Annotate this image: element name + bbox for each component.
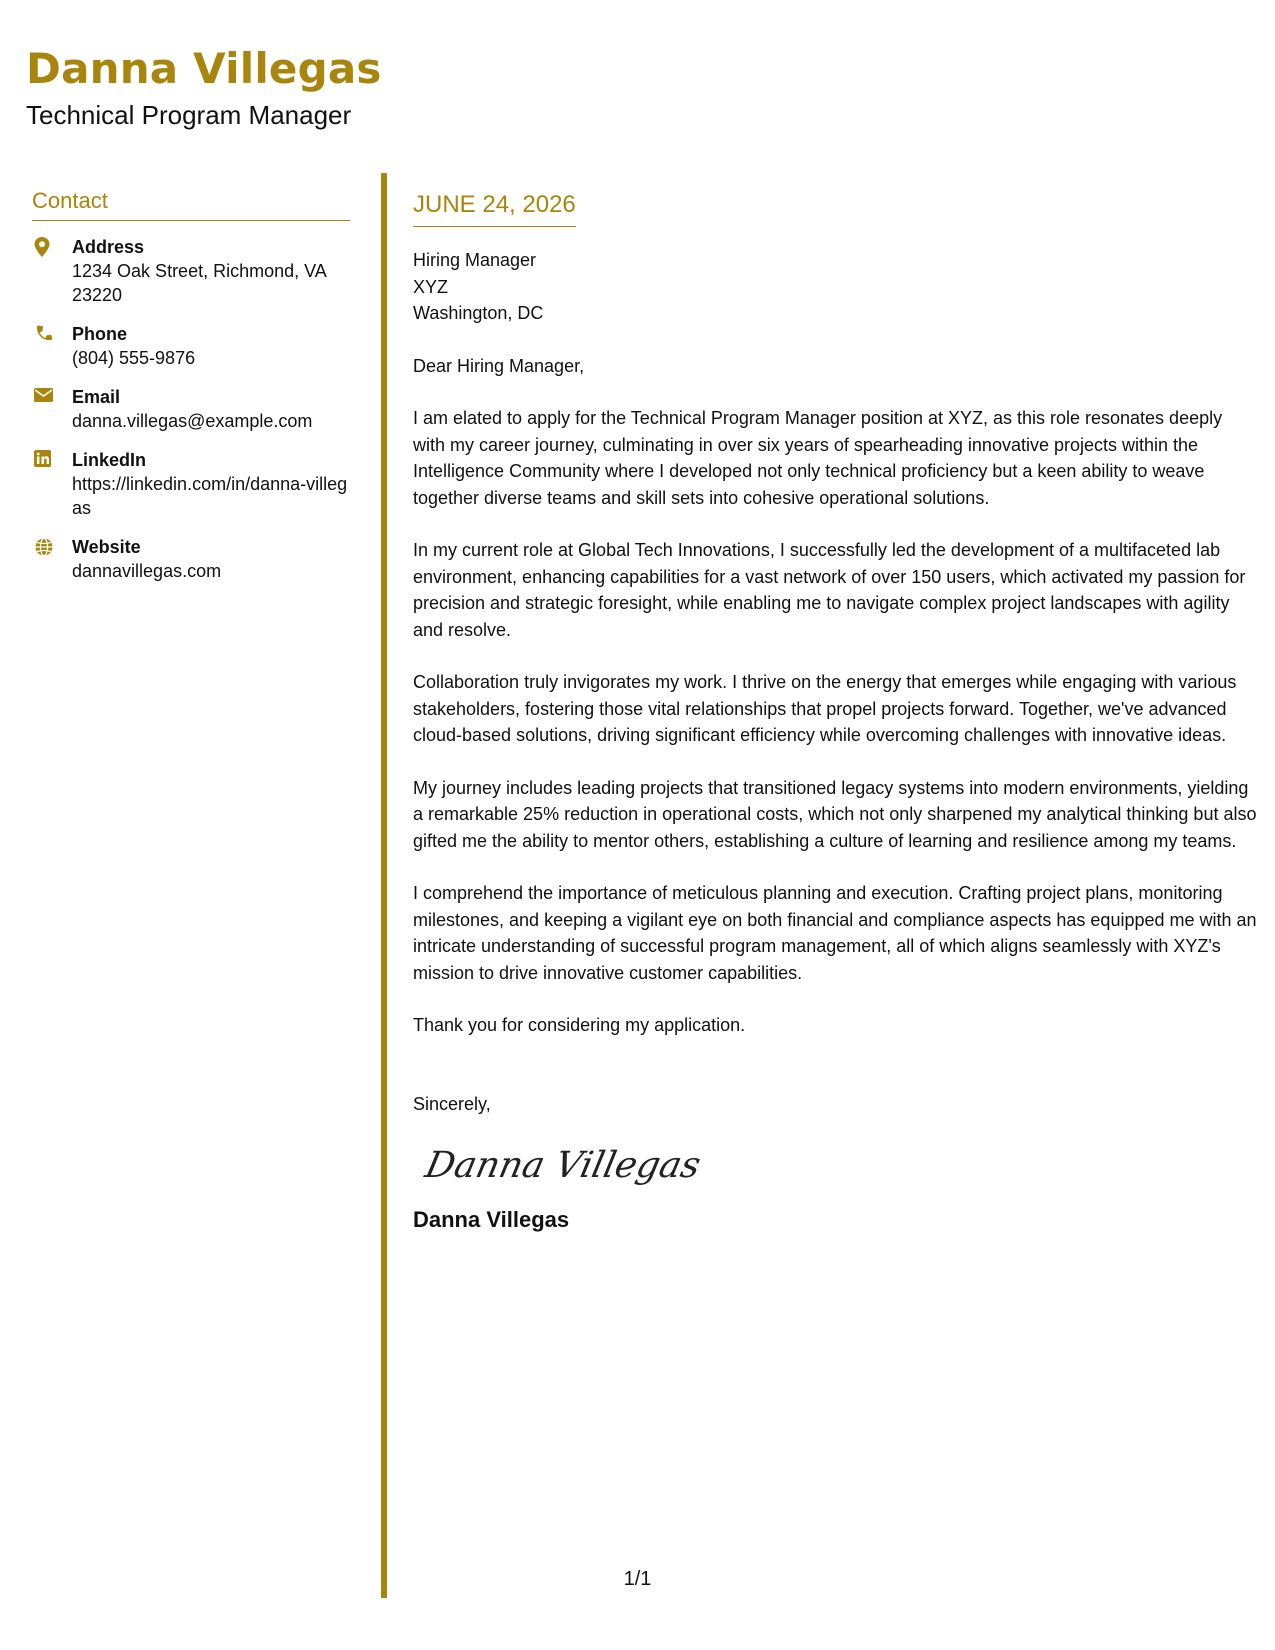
applicant-job-title: Technical Program Manager [26, 100, 352, 130]
vertical-divider [381, 173, 387, 1598]
contact-email [32, 385, 350, 433]
contact-website [32, 535, 350, 583]
contact-phone [32, 322, 350, 370]
contact-value: (804) 555-9876 [72, 348, 196, 368]
contact-address [32, 235, 350, 307]
letter-paragraph: My journey includes leading projects that transitioned legacy systems into modern environments, yielding a remarkable 25% reduction in operational costs, which not only sharpened my analytical thinking but also gifted me the ability to mentor others, establishing a culture of learning and resilience among my teams. [413, 777, 1257, 851]
letter-paragraph: In my current role at Global Tech Innovations, I successfully led the development of a multifaceted lab environment, enhancing capabilities for a vast network of over 150 users, which activated my passion for precision and strategic foresight, while enabling me to navigate complex project landscapes with agility and resolve. [413, 540, 1246, 640]
globe-icon [32, 535, 72, 583]
recipient-company: XYZ [413, 276, 449, 297]
contact-heading: Contact [32, 188, 350, 221]
recipient-location: Washington, DC [413, 303, 544, 323]
recipient-block [413, 247, 1258, 327]
page-number [0, 1568, 1275, 1591]
letter-date: JUNE 24, 2026 [413, 190, 576, 227]
contact-label: LinkedIn [72, 450, 147, 470]
linkedin-icon [32, 448, 72, 520]
letter-paragraph: Collaboration truly invigorates my work. I thrive on the energy that emerges while engaging with various stakeholders, fostering those vital relationships that propel projects forward. Together, we've advanced cloud-based solutions, driving significant efficiency while overcoming challenges with innovative ideas. [413, 672, 1237, 745]
contact-value[interactable]: dannavillegas.com [72, 561, 222, 581]
contact-value: 1234 Oak Street, Richmond, VA 23220 [72, 261, 326, 305]
letter-paragraph: Thank you for considering my application. [413, 1015, 746, 1035]
map-pin-icon [32, 235, 72, 307]
phone-icon [32, 322, 72, 370]
signer-name: Danna Villegas [413, 1207, 570, 1232]
contact-label: Email [72, 387, 121, 407]
svg-text:Danna Villegas: Danna Villegas [421, 1143, 705, 1186]
letter-paragraph: I comprehend the importance of meticulous planning and execution. Crafting project plans, monitoring milestones, and keeping a vigilant eye on both financial and compliance aspects has equipped me with an intricate understanding of successful program management, all of which aligns seamlessly with XYZ's mission to drive innovative customer capabilities. [413, 883, 1257, 983]
contact-sidebar [32, 188, 350, 598]
contact-linkedin [32, 448, 350, 520]
salutation: Dear Hiring Manager, [413, 355, 585, 376]
applicant-name: Danna Villegas [26, 44, 382, 93]
letter-body [413, 190, 1258, 1234]
letter-paragraph: I am elated to apply for the Technical Program Manager position at XYZ, as this role resonates deeply with my career journey, culminating in over six years of spearheading innovative projects within the Intelligence Community where I developed not only technical proficiency but a keen ability to weave together diverse teams and skill sets into cohesive operational solutions. [413, 408, 1223, 508]
envelope-icon [32, 385, 72, 433]
closing: Sincerely, [413, 1093, 491, 1114]
contact-value[interactable]: https://linkedin.com/in/danna-villegas [72, 474, 348, 518]
contact-value[interactable]: danna.villegas@example.com [72, 411, 313, 431]
page-number-text: 1/1 [623, 1568, 652, 1590]
contact-label: Website [72, 537, 141, 557]
contact-label: Address [72, 237, 145, 257]
handwritten-signature [413, 1133, 1258, 1199]
contact-label: Phone [72, 324, 128, 344]
recipient-name: Hiring Manager [413, 250, 537, 270]
